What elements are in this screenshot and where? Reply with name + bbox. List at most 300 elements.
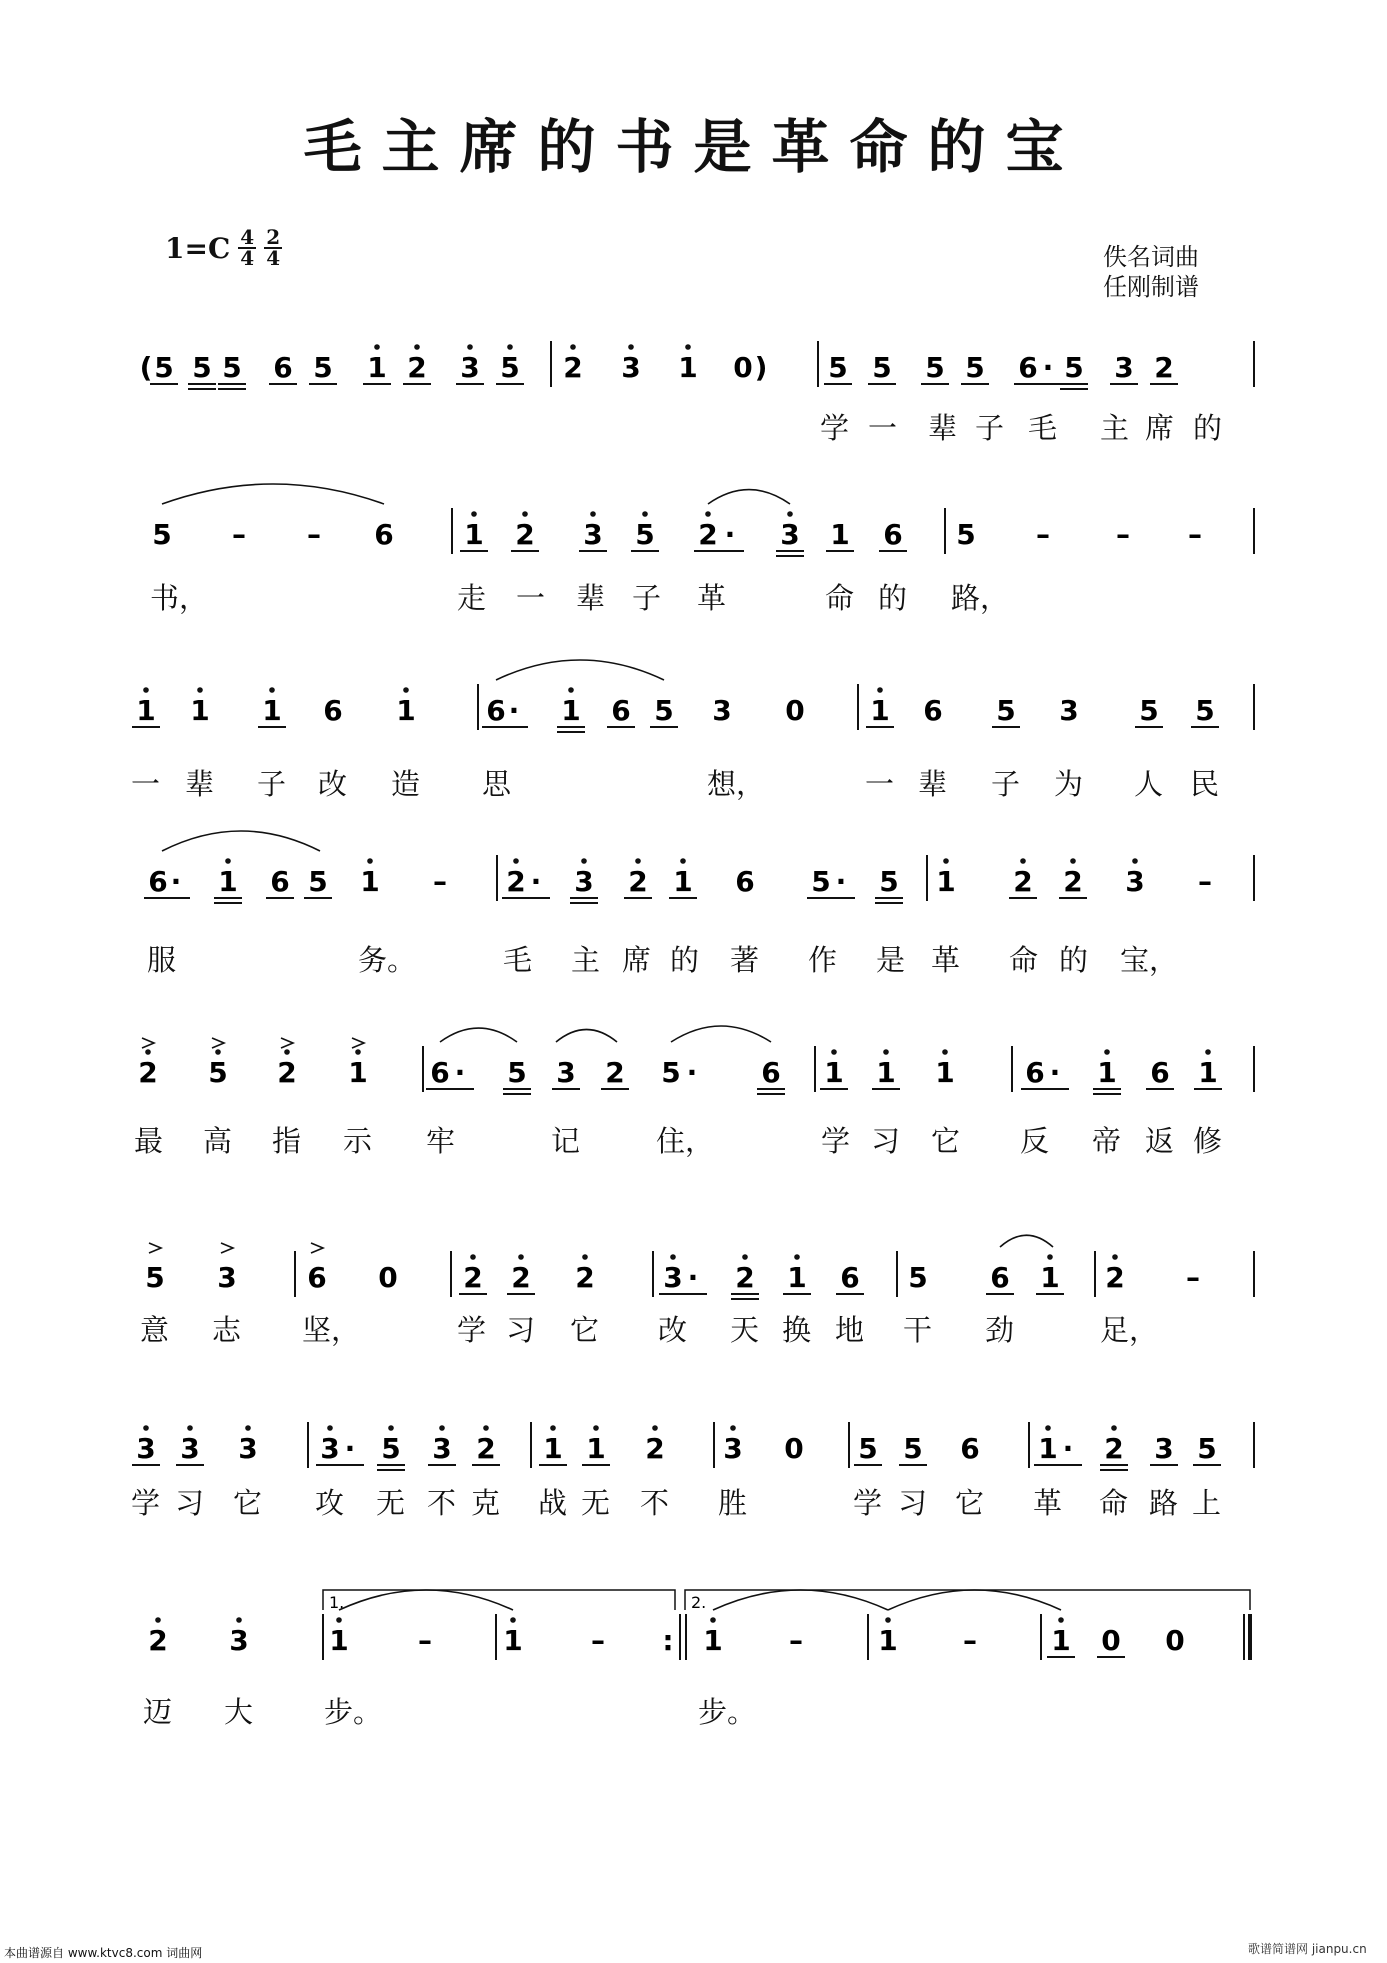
lyric-char: 反 — [1020, 1124, 1050, 1158]
slur — [339, 1590, 513, 1610]
note: 5 — [152, 518, 172, 551]
note: : — [662, 1624, 674, 1657]
lyric-char: 步。 — [698, 1695, 757, 1729]
lyric-char: 它 — [570, 1313, 600, 1347]
lyric-char: 造 — [391, 767, 421, 801]
note: · — [724, 518, 736, 551]
note: 1 — [787, 1261, 807, 1294]
note: · — [530, 865, 542, 898]
lyric-char: 书， — [150, 581, 209, 615]
octave-dot — [1070, 858, 1076, 864]
lyric-char: 辈 — [576, 581, 606, 615]
note: 1 — [1198, 1056, 1218, 1089]
octave-dot — [942, 1049, 948, 1055]
note: · — [454, 1056, 466, 1089]
note: 0 — [1101, 1624, 1121, 1657]
note: 1 — [329, 1624, 349, 1657]
accent-mark — [311, 1243, 323, 1253]
note: 5 — [996, 694, 1016, 727]
lyric-char: 它 — [233, 1486, 263, 1520]
note: 6 — [735, 865, 755, 898]
note: 3 — [180, 1432, 200, 1465]
note: 5 — [1139, 694, 1159, 727]
lyric-char: 无 — [581, 1486, 611, 1520]
lyric-char: 习 — [871, 1124, 901, 1158]
note: 6 — [486, 694, 506, 727]
note: – — [307, 518, 321, 551]
note: 5 — [381, 1432, 401, 1465]
lyric-char: 思 — [482, 767, 512, 801]
lyric-char: 不 — [640, 1486, 670, 1520]
note: ( — [139, 351, 153, 384]
octave-dot — [510, 1617, 516, 1623]
octave-dot — [642, 511, 648, 517]
slur — [440, 1028, 517, 1042]
note: · — [1042, 351, 1054, 384]
note: · — [508, 694, 520, 727]
note: 6 — [270, 865, 290, 898]
lyric-char: 路 — [1149, 1486, 1179, 1520]
note: 3 — [432, 1432, 452, 1465]
note: 0 — [733, 351, 753, 384]
lyric-char: 为 — [1054, 767, 1084, 801]
note: – — [963, 1624, 977, 1657]
lyric-char: 学 — [820, 411, 850, 445]
lyric-char: 子 — [632, 581, 662, 615]
note: 1 — [935, 1056, 955, 1089]
note: 2 — [138, 1056, 158, 1089]
note: 2 — [1063, 865, 1083, 898]
note: 3 — [1114, 351, 1134, 384]
volta-label: 2. — [691, 1593, 707, 1612]
note: 5 — [635, 518, 655, 551]
note: 1 — [678, 351, 698, 384]
lyric-char: 步。 — [324, 1695, 383, 1729]
footer-source: 本曲谱源自 www.ktvc8.com 词曲网 — [4, 1946, 203, 1960]
note: 5 — [872, 351, 892, 384]
octave-dot — [680, 858, 686, 864]
lyric-char: 指 — [272, 1124, 302, 1158]
octave-dot — [568, 687, 574, 693]
lyric-char: 一 — [865, 767, 895, 801]
note: 5 — [925, 351, 945, 384]
lyric-char: 足， — [1100, 1313, 1159, 1347]
time-signature-1-den: 4 — [240, 246, 255, 270]
note: 5 — [1064, 351, 1084, 384]
lyric-char: 辈 — [918, 767, 948, 801]
note: 5 — [1195, 694, 1215, 727]
lyric-char: 最 — [134, 1124, 164, 1158]
note: – — [789, 1624, 803, 1657]
octave-dot — [374, 344, 380, 350]
octave-dot — [143, 1425, 149, 1431]
lyric-char: 是 — [876, 943, 906, 977]
note: – — [1186, 1261, 1200, 1294]
note: 3 — [1059, 694, 1079, 727]
note: 2 — [1105, 1261, 1125, 1294]
note: 1 — [1038, 1432, 1058, 1465]
lyric-char: 不 — [427, 1486, 457, 1520]
lyric-char: 人 — [1134, 767, 1164, 801]
lyric-char: 毛 — [1028, 411, 1058, 445]
lyric-char: 返 — [1145, 1124, 1175, 1158]
note: 5 — [208, 1056, 228, 1089]
note: 2 — [605, 1056, 625, 1089]
footer-watermark: 歌谱简谱网 jianpu.cn — [1248, 1942, 1367, 1956]
octave-dot — [742, 1254, 748, 1260]
note: 3 — [320, 1432, 340, 1465]
accent-mark — [281, 1038, 293, 1048]
octave-dot — [414, 344, 420, 350]
octave-dot — [245, 1425, 251, 1431]
octave-dot — [582, 1254, 588, 1260]
note: 1 — [703, 1624, 723, 1657]
note: 3 — [229, 1624, 249, 1657]
octave-dot — [327, 1425, 333, 1431]
octave-dot — [388, 1425, 394, 1431]
note: · — [686, 1056, 698, 1089]
octave-dot — [145, 1049, 151, 1055]
octave-dot — [522, 511, 528, 517]
note: – — [591, 1624, 605, 1657]
octave-dot — [284, 1049, 290, 1055]
lyric-char: 席 — [622, 943, 652, 977]
lyric-char: 高 — [203, 1124, 233, 1158]
octave-dot — [471, 511, 477, 517]
lyric-char: 学 — [457, 1313, 487, 1347]
note: 6 — [1018, 351, 1038, 384]
note: 2 — [1013, 865, 1033, 898]
lyric-char: 的 — [878, 581, 908, 615]
note: 5 — [879, 865, 899, 898]
note: 6 — [307, 1261, 327, 1294]
lyric-char: 习 — [506, 1313, 536, 1347]
lyric-char: 示 — [343, 1124, 373, 1158]
note: 1 — [218, 865, 238, 898]
note: 2 — [563, 351, 583, 384]
note: 2 — [628, 865, 648, 898]
lyric-char: 战 — [538, 1486, 568, 1520]
octave-dot — [710, 1617, 716, 1623]
octave-dot — [187, 1425, 193, 1431]
note: 2 — [645, 1432, 665, 1465]
note: 1 — [367, 351, 387, 384]
note: 2 — [463, 1261, 483, 1294]
note: 1 — [262, 694, 282, 727]
note: – — [1036, 518, 1050, 551]
lyric-char: 学 — [821, 1124, 851, 1158]
octave-dot — [403, 687, 409, 693]
note: 3 — [217, 1261, 237, 1294]
note: 3 — [460, 351, 480, 384]
note: 3 — [238, 1432, 258, 1465]
octave-dot — [355, 1049, 361, 1055]
lyric-char: 志 — [212, 1313, 242, 1347]
credit-transcriber: 任刚制谱 — [1103, 273, 1199, 301]
lyric-char: 胜 — [718, 1486, 748, 1520]
time-signature-2-den: 4 — [266, 246, 281, 270]
octave-dot — [439, 1425, 445, 1431]
note: 1 — [190, 694, 210, 727]
lyric-char: 主 — [571, 943, 601, 977]
octave-dot — [225, 858, 231, 864]
octave-dot — [730, 1425, 736, 1431]
note: 2 — [506, 865, 526, 898]
note: 5 — [500, 351, 520, 384]
time-signature-1-num: 4 — [240, 225, 255, 249]
slur — [708, 490, 790, 504]
lyric-char: 它 — [931, 1124, 961, 1158]
note: 2 — [277, 1056, 297, 1089]
note: 3 — [780, 518, 800, 551]
octave-dot — [1058, 1617, 1064, 1623]
octave-dot — [336, 1617, 342, 1623]
octave-dot — [483, 1425, 489, 1431]
note: 5 — [828, 351, 848, 384]
note: 1 — [586, 1432, 606, 1465]
note: 6 — [990, 1261, 1010, 1294]
volta-bracket — [323, 1590, 675, 1610]
note: 2 — [698, 518, 718, 551]
note: 1 — [1051, 1624, 1071, 1657]
lyric-char: 学 — [853, 1486, 883, 1520]
note: 0 — [785, 694, 805, 727]
note: 6 — [148, 865, 168, 898]
octave-dot — [831, 1049, 837, 1055]
note: 1 — [360, 865, 380, 898]
octave-dot — [1020, 858, 1026, 864]
note: 3 — [663, 1261, 683, 1294]
lyric-char: 革 — [931, 943, 961, 977]
note: – — [1198, 865, 1212, 898]
accent-mark — [149, 1243, 161, 1253]
note: 6 — [611, 694, 631, 727]
octave-dot — [883, 1049, 889, 1055]
octave-dot — [794, 1254, 800, 1260]
note: ) — [754, 351, 768, 384]
lyric-char: 迈 — [143, 1695, 173, 1729]
lyric-char: 走 — [457, 581, 487, 615]
note: 3 — [556, 1056, 576, 1089]
lyric-char: 上 — [1192, 1486, 1222, 1520]
note: 1 — [824, 1056, 844, 1089]
octave-dot — [513, 858, 519, 864]
note: 5 — [507, 1056, 527, 1089]
note: 3 — [583, 518, 603, 551]
octave-dot — [155, 1617, 161, 1623]
note: 5 — [154, 351, 174, 384]
note: – — [1116, 518, 1130, 551]
octave-dot — [1112, 1254, 1118, 1260]
note: 2 — [407, 351, 427, 384]
octave-dot — [197, 687, 203, 693]
lyric-char: 修 — [1193, 1124, 1223, 1158]
volta-label: 1. — [329, 1593, 345, 1612]
octave-dot — [570, 344, 576, 350]
lyric-char: 命 — [1009, 943, 1039, 977]
note: 3 — [574, 865, 594, 898]
octave-dot — [1132, 858, 1138, 864]
note: · — [344, 1432, 356, 1465]
lyric-char: 习 — [175, 1486, 205, 1520]
octave-dot — [943, 858, 949, 864]
accent-mark — [352, 1038, 364, 1048]
note: 1 — [830, 518, 850, 551]
octave-dot — [670, 1254, 676, 1260]
octave-dot — [581, 858, 587, 864]
lyric-char: 一 — [868, 411, 898, 445]
lyric-char: 宝， — [1120, 943, 1179, 977]
note: 5 — [965, 351, 985, 384]
note: 3 — [1125, 865, 1145, 898]
note: 6 — [323, 694, 343, 727]
note: 2 — [735, 1261, 755, 1294]
note: 0 — [378, 1261, 398, 1294]
note: 1 — [878, 1624, 898, 1657]
octave-dot — [518, 1254, 524, 1260]
lyric-char: 服 — [147, 943, 177, 977]
note: 5 — [308, 865, 328, 898]
octave-dot — [1045, 1425, 1051, 1431]
lyric-char: 克 — [471, 1486, 501, 1520]
lyric-char: 子 — [991, 767, 1021, 801]
note: 0 — [784, 1432, 804, 1465]
note: 6 — [761, 1056, 781, 1089]
note: 1 — [1040, 1261, 1060, 1294]
lyric-char: 牢 — [426, 1124, 456, 1158]
slur — [162, 484, 384, 504]
lyric-char: 它 — [955, 1486, 985, 1520]
note: 1 — [136, 694, 156, 727]
lyric-char: 的 — [1193, 411, 1223, 445]
lyric-char: 务。 — [358, 943, 417, 977]
note: 5 — [654, 694, 674, 727]
note: 6 — [374, 518, 394, 551]
lyric-char: 的 — [670, 943, 700, 977]
lyric-char: 民 — [1190, 767, 1220, 801]
note: 2 — [575, 1261, 595, 1294]
slur — [496, 660, 664, 680]
octave-dot — [705, 511, 711, 517]
lyric-char: 的 — [1059, 943, 1089, 977]
note: · — [835, 865, 847, 898]
note: 1 — [396, 694, 416, 727]
lyric-char: 天 — [730, 1313, 760, 1347]
slur — [162, 831, 320, 851]
octave-dot — [467, 344, 473, 350]
octave-dot — [652, 1425, 658, 1431]
note: 5 — [222, 351, 242, 384]
lyric-char: 习 — [898, 1486, 928, 1520]
lyric-char: 席 — [1145, 411, 1175, 445]
note: 1 — [936, 865, 956, 898]
octave-dot — [593, 1425, 599, 1431]
lyric-char: 命 — [825, 581, 855, 615]
note: 2 — [1154, 351, 1174, 384]
note: 6 — [1025, 1056, 1045, 1089]
note: 5 — [858, 1432, 878, 1465]
octave-dot — [1047, 1254, 1053, 1260]
lyric-char: 干 — [903, 1313, 933, 1347]
note: 6 — [840, 1261, 860, 1294]
lyric-char: 毛 — [503, 943, 533, 977]
note: – — [232, 518, 246, 551]
credit-lyrics-music: 佚名词曲 — [1103, 243, 1199, 271]
lyric-char: 命 — [1099, 1486, 1129, 1520]
note: 6 — [273, 351, 293, 384]
lyric-char: 主 — [1100, 411, 1130, 445]
octave-dot — [635, 858, 641, 864]
lyric-char: 著 — [730, 943, 760, 977]
note: 3 — [723, 1432, 743, 1465]
note: 3 — [712, 694, 732, 727]
note: 5 — [192, 351, 212, 384]
note: 5 — [145, 1261, 165, 1294]
octave-dot — [787, 511, 793, 517]
lyric-char: 子 — [257, 767, 287, 801]
note: 2 — [511, 1261, 531, 1294]
note: 3 — [621, 351, 641, 384]
lyric-char: 帝 — [1092, 1124, 1122, 1158]
octave-dot — [685, 344, 691, 350]
lyric-char: 革 — [697, 581, 727, 615]
note: 2 — [1104, 1432, 1124, 1465]
note: 5 — [661, 1056, 681, 1089]
note: 6 — [430, 1056, 450, 1089]
lyric-char: 无 — [376, 1486, 406, 1520]
lyric-char: 辈 — [928, 411, 958, 445]
lyric-char: 记 — [551, 1124, 581, 1158]
octave-dot — [1111, 1425, 1117, 1431]
note: 6 — [923, 694, 943, 727]
octave-dot — [236, 1617, 242, 1623]
octave-dot — [215, 1049, 221, 1055]
octave-dot — [628, 344, 634, 350]
note: 5 — [908, 1261, 928, 1294]
accent-mark — [142, 1038, 154, 1048]
lyric-char: 想， — [707, 767, 766, 801]
lyric-char: 一 — [131, 767, 161, 801]
lyric-char: 住， — [656, 1124, 715, 1158]
octave-dot — [470, 1254, 476, 1260]
note: 6 — [960, 1432, 980, 1465]
octave-dot — [1205, 1049, 1211, 1055]
note: 1 — [673, 865, 693, 898]
note: 3 — [136, 1432, 156, 1465]
slur — [671, 1026, 771, 1042]
slur — [1000, 1235, 1053, 1247]
note: · — [170, 865, 182, 898]
octave-dot — [1104, 1049, 1110, 1055]
lyric-char: 意 — [140, 1313, 170, 1347]
note: 5 — [313, 351, 333, 384]
lyric-char: 改 — [658, 1313, 688, 1347]
note: 3 — [1154, 1432, 1174, 1465]
octave-dot — [877, 687, 883, 693]
note: 1 — [870, 694, 890, 727]
note: 5 — [811, 865, 831, 898]
octave-dot — [269, 687, 275, 693]
note: 1 — [876, 1056, 896, 1089]
lyric-char: 地 — [835, 1313, 865, 1347]
lyric-char: 大 — [224, 1695, 254, 1729]
octave-dot — [367, 858, 373, 864]
accent-mark — [221, 1243, 233, 1253]
note: 2 — [148, 1624, 168, 1657]
time-signature-2-num: 2 — [266, 225, 281, 249]
lyric-char: 一 — [516, 581, 546, 615]
note: 6 — [1150, 1056, 1170, 1089]
